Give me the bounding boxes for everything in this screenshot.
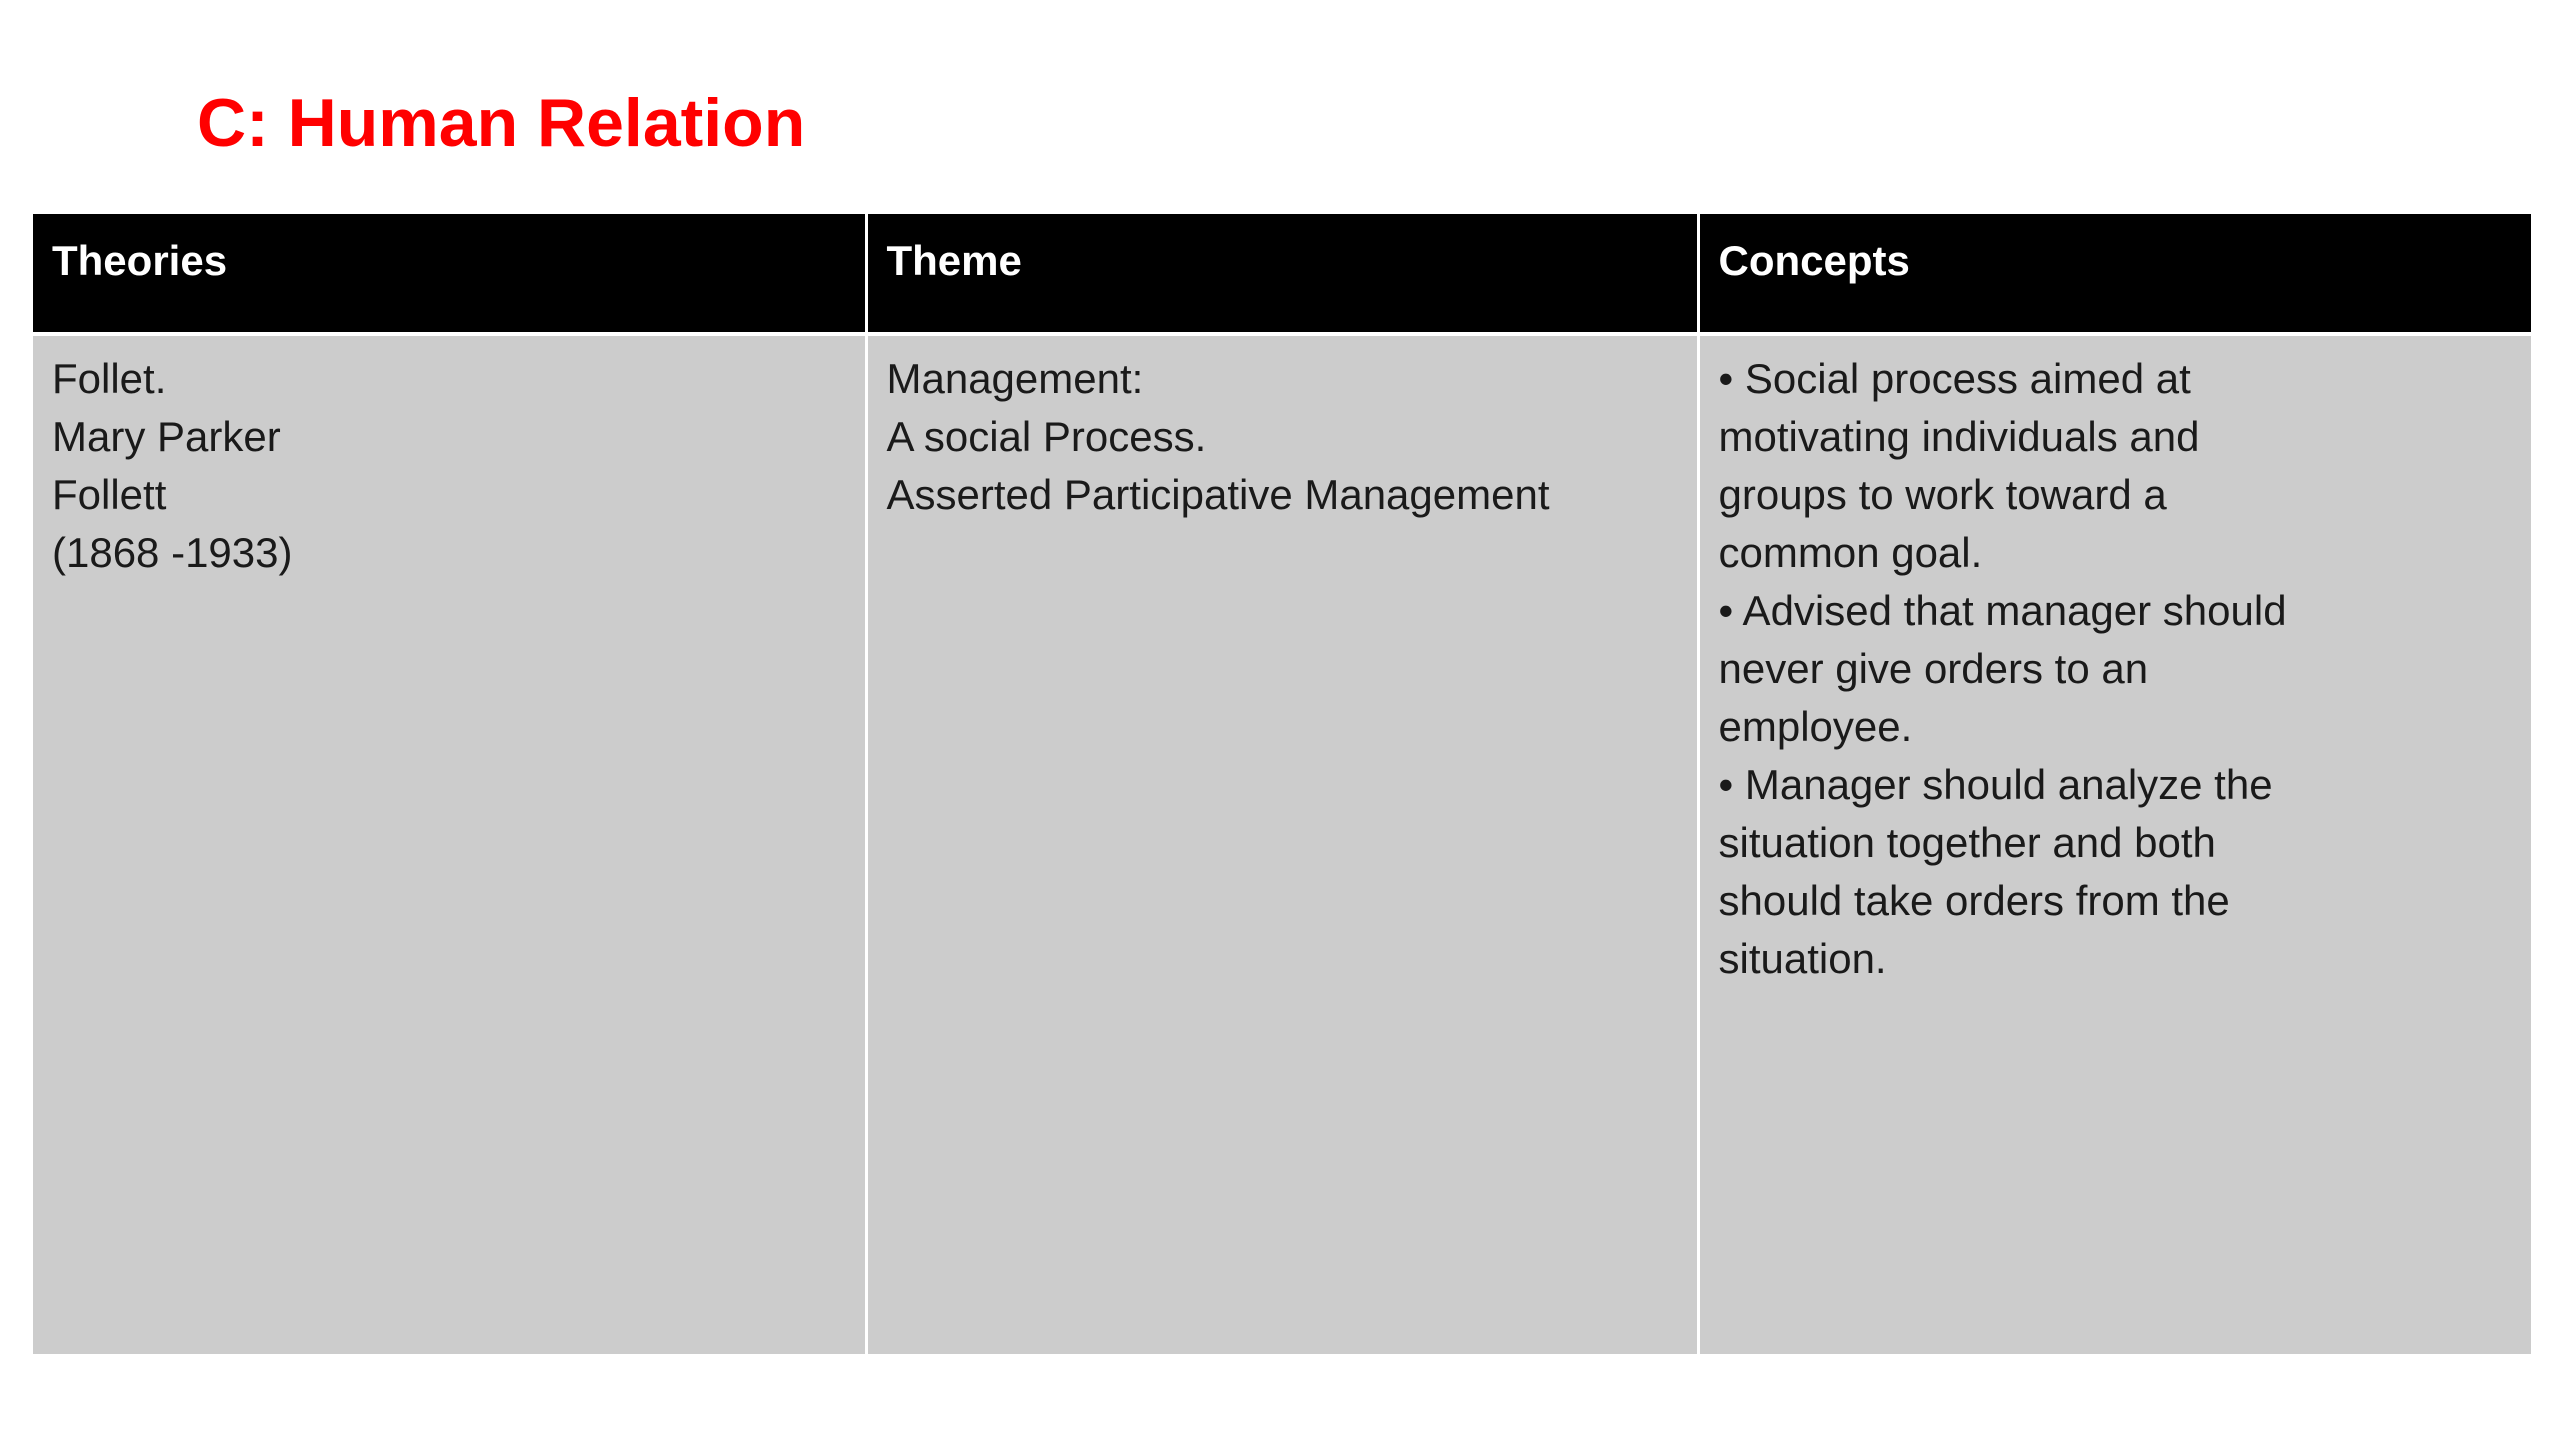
- table-header-row: [33, 214, 2531, 334]
- concepts-line: situation together and both: [1718, 819, 2216, 866]
- header-concepts: Concepts: [1698, 214, 2531, 334]
- theories-line: Mary Parker: [52, 413, 281, 460]
- concepts-line: • Manager should analyze the: [1718, 761, 2273, 808]
- concepts-line: situation.: [1718, 935, 1887, 982]
- header-theme: Theme: [866, 214, 1698, 334]
- theories-line: (1868 -1933): [52, 529, 293, 576]
- theme-line: Management:: [886, 355, 1144, 402]
- theories-cell: [33, 334, 866, 1354]
- theories-line: Follet.: [52, 355, 167, 402]
- concepts-line: should take orders from the: [1718, 877, 2230, 924]
- theme-cell: [866, 334, 1698, 1354]
- theme-line: Asserted Participative Management: [886, 471, 1550, 518]
- concepts-line: common goal.: [1718, 529, 1983, 576]
- slide-title: C: Human Relation: [197, 85, 806, 161]
- concepts-line: • Advised that manager should: [1718, 587, 2287, 634]
- concepts-line: groups to work toward a: [1718, 471, 2167, 518]
- table-row: [33, 334, 2531, 1354]
- concepts-line: • Social process aimed at: [1718, 355, 2191, 402]
- concepts-line: motivating individuals and: [1718, 413, 2200, 460]
- header-theories: Theories: [33, 214, 866, 334]
- theme-line: A social Process.: [886, 413, 1207, 460]
- concepts-line: never give orders to an: [1718, 645, 2149, 692]
- theories-line: Follett: [52, 471, 167, 518]
- concepts-cell: [1698, 334, 2531, 1354]
- content-table: [33, 214, 2531, 1354]
- concepts-line: employee.: [1718, 703, 1913, 750]
